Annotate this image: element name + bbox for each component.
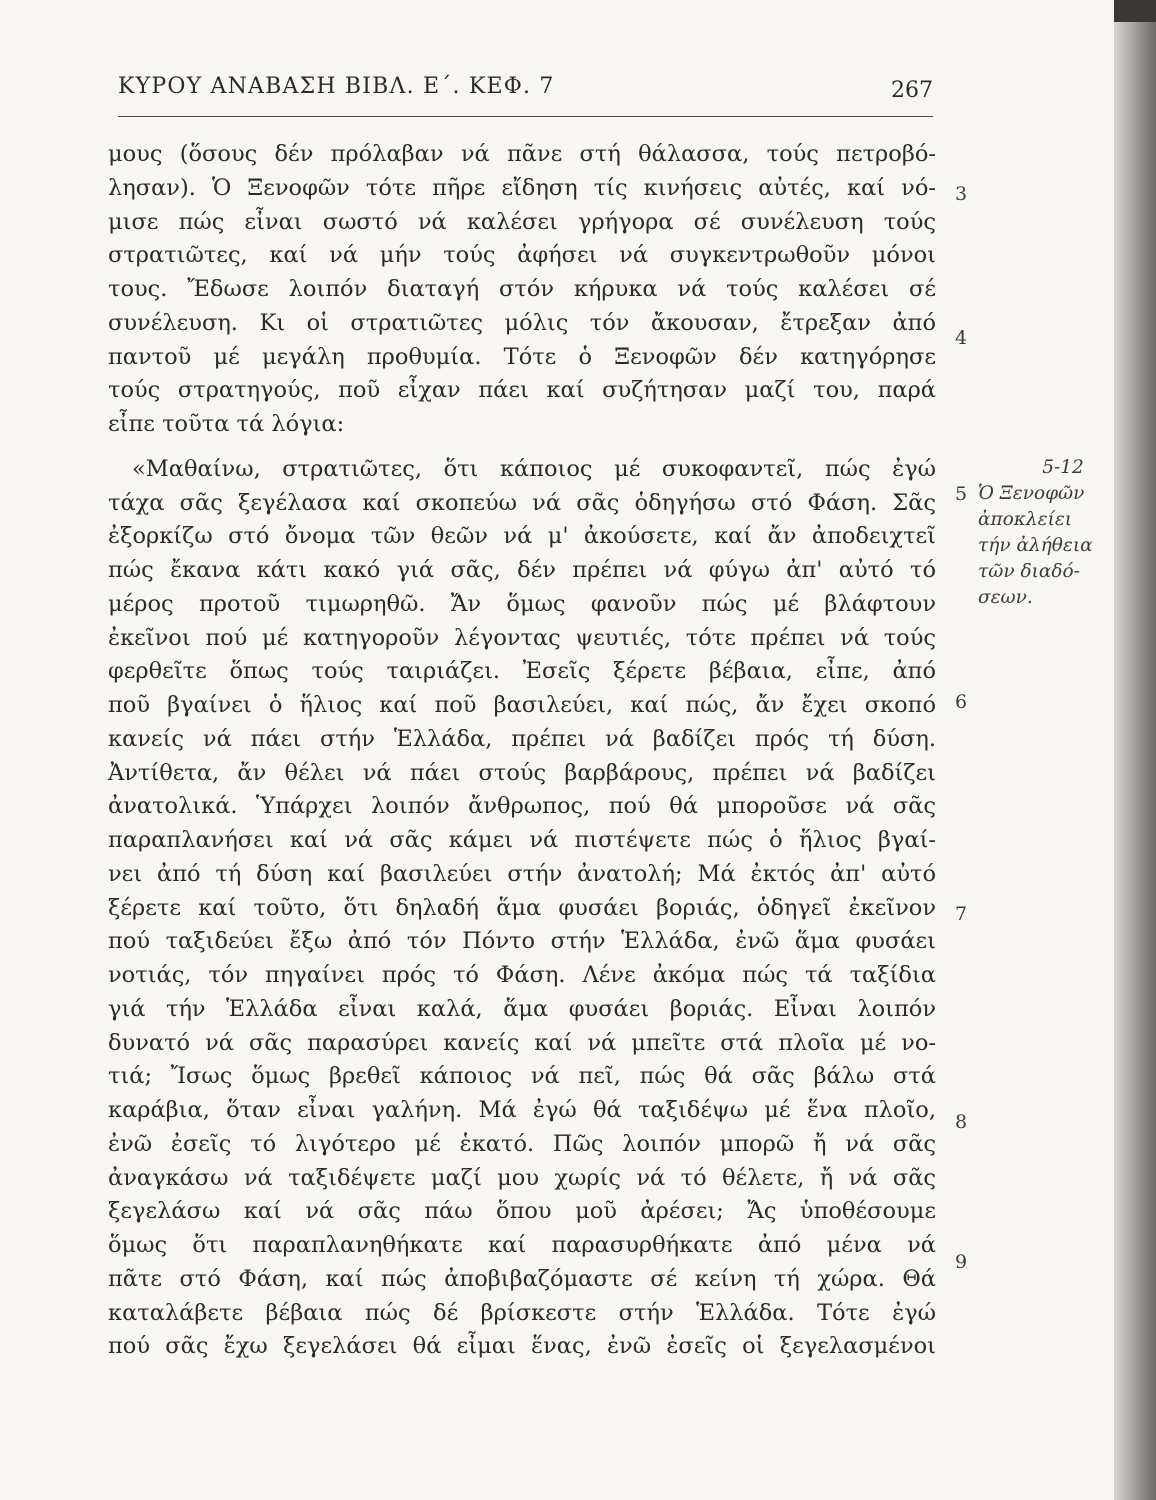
text-line: κανείς νά πάει στήν Ἑλλάδα, πρέπει νά βαδίζει πρός τή δύση. bbox=[108, 725, 936, 752]
page-edge-shadow bbox=[1114, 0, 1156, 1500]
text-line: ὅμως ὅτι παραπλανηθήκατε καί παρασυρθήκατε ἀπό μένα νά bbox=[108, 1232, 936, 1258]
text-line: πᾶτε στό Φάση, καί πώς ἀποβιβαζόμαστε σέ κείνη τή χώρα. Θά bbox=[108, 1265, 936, 1292]
text-line: καράβια, ὅταν εἶναι γαλήνη. Μά ἐγώ θά ταξιδέψω μέ ἕνα πλοῖο, bbox=[108, 1097, 936, 1123]
running-head: ΚΥΡΟΥ ΑΝΑΒΑΣΗ ΒΙΒΛ. Ε΄. ΚΕΦ. 7 bbox=[118, 74, 555, 99]
section-number: 4 bbox=[955, 327, 968, 349]
text-line: ξεγελάσω καί νά σᾶς πάω ὅπου μοῦ ἀρέσει; Ἄς ὑποθέσουμε bbox=[108, 1198, 936, 1225]
text-line: μισε πώς εἶναι σωστό νά καλέσει γρήγορα σέ συνέλευση τούς bbox=[108, 208, 936, 235]
section-number: 6 bbox=[955, 691, 968, 713]
text-line: ἀναγκάσω νά ταξιδέψετε μαζί μου χωρίς νά τό θέλετε, ἤ νά σᾶς bbox=[108, 1164, 936, 1191]
text-line: ξέρετε καί τοῦτο, ὅτι δηλαδή ἅμα φυσάει βοριάς, ὁδηγεῖ ἐκεῖνον bbox=[108, 894, 936, 921]
text-line: λησαν). Ὁ Ξενοφῶν τότε πῆρε εἴδηση τίς κινήσεις αὐτές, καί νό- bbox=[108, 174, 936, 201]
text-line: Ἀντίθετα, ἄν θέλει νά πάει στούς βαρβάρους, πρέπει νά βαδίζει bbox=[108, 759, 936, 786]
section-number: 3 bbox=[955, 183, 968, 205]
margin-note-line: Ὁ Ξενοφῶν bbox=[978, 483, 1085, 504]
text-line: πού ταξιδεύει ἔξω ἀπό τόν Πόντο στήν Ἑλλάδα, ἐνῶ ἅμα φυσάει bbox=[108, 928, 936, 955]
margin-note-line: σεων. bbox=[978, 587, 1033, 608]
text-line: νει ἀπό τή δύση καί βασιλεύει στήν ἀνατολή; Μά ἐκτός ἀπ' αὐτό bbox=[108, 860, 936, 887]
page-header bbox=[118, 70, 933, 117]
text-line: συνέλευση. Κι οἱ στρατιῶτες μόλις τόν ἄκουσαν, ἔτρεξαν ἀπό bbox=[108, 309, 936, 336]
margin-note-ref: 5-12 bbox=[1042, 457, 1084, 478]
section-number: 8 bbox=[955, 1111, 968, 1133]
text-line: ἀνατολικά. Ὑπάρχει λοιπόν ἄνθρωπος, πού θά μποροῦσε νά σᾶς bbox=[108, 793, 936, 820]
text-line: στρατιῶτες, καί νά μήν τούς ἀφήσει νά συγκεντρωθοῦν μόνοι bbox=[108, 242, 936, 269]
body-text bbox=[108, 138, 936, 1364]
text-line: καταλάβετε βέβαια πώς δέ βρίσκεστε στήν Ἑλλάδα. Τότε ἐγώ bbox=[108, 1299, 936, 1326]
text-line: τάχα σᾶς ξεγέλασα καί σκοπεύω νά σᾶς ὁδηγήσω στό Φάση. Σᾶς bbox=[108, 489, 936, 516]
text-line: ἐξορκίζω στό ὄνομα τῶν θεῶν νά μ' ἀκούσετε, καί ἄν ἀποδειχτεῖ bbox=[108, 523, 936, 550]
page-number: 267 bbox=[891, 78, 933, 103]
text-line: γιά τήν Ἑλλάδα εἶναι καλά, ἅμα φυσάει βοριάς. Εἶναι λοιπόν bbox=[108, 995, 936, 1022]
section-number: 5 bbox=[955, 483, 968, 505]
text-line: ἐνῶ ἐσεῖς τό λιγότερο μέ ἑκατό. Πῶς λοιπόν μπορῶ ἤ νά σᾶς bbox=[108, 1130, 936, 1157]
margin-note bbox=[978, 455, 1128, 611]
margin-note-line: τῶν διαδό- bbox=[978, 561, 1080, 582]
text-line: μέρος προτοῦ τιμωρηθῶ. Ἄν ὅμως φανοῦν πώς μέ βλάφτουν bbox=[108, 590, 936, 617]
text-line: εἶπε τοῦτα τά λόγια: bbox=[108, 411, 345, 437]
text-line: πού σᾶς ἔχω ξεγελάσει θά εἶμαι ἕνας, ἐνῶ ἐσεῖς οἱ ξεγελασμένοι bbox=[108, 1333, 936, 1360]
text-line: τους. Ἔδωσε λοιπόν διαταγή στόν κήρυκα νά τούς καλέσει σέ bbox=[108, 276, 936, 302]
margin-note-line: τήν ἀλήθεια bbox=[978, 535, 1093, 556]
margin-note-line: ἀποκλείει bbox=[978, 509, 1073, 530]
section-number: 9 bbox=[955, 1251, 968, 1273]
text-line: πώς ἔκανα κάτι κακό γιά σᾶς, δέν πρέπει νά φύγω ἀπ' αὐτό τό bbox=[108, 557, 936, 583]
text-line: δυνατό νά σᾶς παρασύρει κανείς καί νά μπεῖτε στά πλοῖα μέ νο- bbox=[108, 1029, 936, 1056]
section-number: 7 bbox=[955, 903, 968, 925]
text-line: τιά; Ἴσως ὅμως βρεθεῖ κάποιος νά πεῖ, πώς θά σᾶς βάλω στά bbox=[108, 1063, 936, 1090]
page-edge-corner bbox=[1114, 0, 1156, 22]
text-line: ἐκεῖνοι πού μέ κατηγοροῦν λέγοντας ψευτιές, τότε πρέπει νά τούς bbox=[108, 624, 936, 651]
text-line: φερθεῖτε ὅπως τούς ταιριάζει. Ἐσεῖς ξέρετε βέβαια, εἶπε, ἀπό bbox=[108, 658, 936, 685]
text-line: τούς στρατηγούς, ποῦ εἶχαν πάει καί συζήτησαν μαζί του, παρά bbox=[108, 377, 936, 404]
text-line: «Μαθαίνω, στρατιῶτες, ὅτι κάποιος μέ συκοφαντεῖ, πώς ἐγώ bbox=[132, 455, 936, 482]
text-line: μους (ὅσους δέν πρόλαβαν νά πᾶνε στή θάλασσα, τούς πετροβό- bbox=[108, 141, 936, 167]
text-line: νοτιάς, τόν πηγαίνει πρός τό Φάση. Λένε ἀκόμα πώς τά ταξίδια bbox=[108, 962, 936, 988]
text-line: ποῦ βγαίνει ὁ ἥλιος καί ποῦ βασιλεύει, καί πώς, ἄν ἔχει σκοπό bbox=[108, 692, 936, 718]
text-line: παντοῦ μέ μεγάλη προθυμία. Τότε ὁ Ξενοφῶν δέν κατηγόρησε bbox=[108, 343, 936, 370]
text-line: παραπλανήσει καί νά σᾶς κάμει νά πιστέψετε πώς ὁ ἥλιος βγαί- bbox=[108, 827, 936, 853]
